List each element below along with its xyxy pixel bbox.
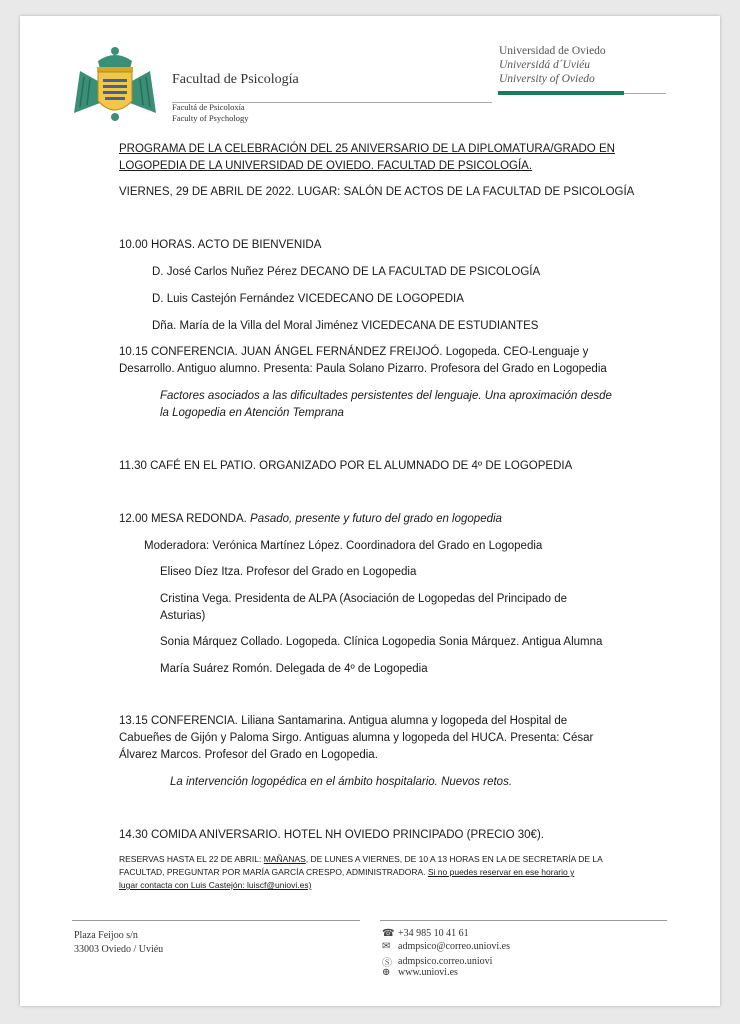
reservation-hours: , DE LUNES A VIERNES, DE 10 A 13 HORAS EN LA DE SECRETARÍA DE LA xyxy=(305,854,603,864)
faculty-subtitle-english: Faculty of Psychology xyxy=(172,113,249,123)
footer-phone xyxy=(382,928,469,939)
university-divider xyxy=(624,93,666,94)
conference-2-topic: La intervención logopédica en el ámbito hospitalario. Nuevos retos. xyxy=(170,776,513,788)
phone-number: +34 985 10 41 61 xyxy=(398,928,469,939)
footer-address xyxy=(74,929,163,957)
panelist-4: María Suárez Romón. Delegada de 4º de Logopedia xyxy=(160,663,428,675)
panelist-2-line-1: Cristina Vega. Presidenta de ALPA (Asociación de Logopedas del Principado de xyxy=(160,593,568,605)
conference-2-line-3: Álvarez Marcos. Profesor del Grado en Logopedia. xyxy=(119,749,378,761)
address-city: 33003 Oviedo / Uviéu xyxy=(74,944,164,955)
reservation-line-2 xyxy=(119,866,574,879)
footer-divider-right xyxy=(380,920,667,921)
university-crest-logo xyxy=(70,41,160,131)
skype-handle: admpsico.correo.uniovi xyxy=(398,956,493,967)
welcome-speaker-dean: D. José Carlos Nuñez Pérez DECANO DE LA FACULTAD DE PSICOLOGÍA xyxy=(152,266,541,278)
welcome-heading: 10.00 HORAS. ACTO DE BIENVENIDA xyxy=(119,239,322,251)
email-address[interactable]: admpsico@correo.uniovi.es xyxy=(398,941,510,952)
reservation-deadline: RESERVAS HASTA EL 22 DE ABRIL: xyxy=(119,854,264,864)
faculty-subtitle-asturian: Facultá de Psicoloxía xyxy=(172,102,245,112)
welcome-speaker-students: Dña. María de la Villa del Moral Jiménez VICEDECANA DE ESTUDIANTES xyxy=(152,320,539,332)
coffee-break: 11.30 CAFÉ EN EL PATIO. ORGANIZADO POR EL ALUMNADO DE 4º DE LOGOPEDIA xyxy=(119,460,573,472)
reservation-contact-admin: FACULTAD, PREGUNTAR POR MARÍA GARCÍA CRESPO, ADMINISTRADORA. xyxy=(119,867,428,877)
conference-1-line-1: 10.15 CONFERENCIA. JUAN ÁNGEL FERNÁNDEZ FREIJOÓ. Logopeda. CEO-Lenguaje y xyxy=(119,346,589,358)
panelist-1: Eliseo Díez Itza. Profesor del Grado en Logopedia xyxy=(160,566,417,578)
skype-icon: Ⓢ xyxy=(382,958,392,969)
conference-1-topic-2: la Logopedia en Atención Temprana xyxy=(160,407,344,419)
conference-1-line-2: Desarrollo. Antiguo alumno. Presenta: Paula Solano Pizarro. Profesora del Grado en Logopedia xyxy=(119,363,607,375)
faculty-title: Facultad de Psicología xyxy=(172,72,299,87)
program-date-place: VIERNES, 29 DE ABRIL DE 2022. LUGAR: SALÓN DE ACTOS DE LA FACULTAD DE PSICOLOGÍA xyxy=(119,186,635,198)
reservation-line-3: lugar contacta con Luis Castejón: luiscf@uniovi.es) xyxy=(119,880,312,890)
phone-icon: ☎ xyxy=(382,928,395,939)
panelist-3: Sonia Márquez Collado. Logopeda. Clínica Logopedia Sonia Márquez. Antigua Alumna xyxy=(160,636,603,648)
mail-icon: ✉ xyxy=(382,941,391,952)
university-name xyxy=(499,44,606,86)
footer-web[interactable] xyxy=(382,967,458,978)
round-table-topic: Pasado, presente y futuro del grado en logopedia xyxy=(250,513,502,525)
round-table-moderator: Moderadora: Verónica Martínez López. Coordinadora del Grado en Logopedia xyxy=(144,540,543,552)
program-title: PROGRAMA DE LA CELEBRACIÓN DEL 25 ANIVERSARIO DE LA DIPLOMATURA/GRADO EN LOGOPEDIA DE LA UNIVERSIDAD DE OVIEDO. FACULTAD DE PSICOLOGÍA. xyxy=(119,143,615,172)
university-name-english: University of Oviedo xyxy=(499,73,595,85)
reservation-line-1 xyxy=(119,853,603,866)
globe-icon: ⊕ xyxy=(382,967,391,978)
conference-2-line-2: Cabueñes de Gijón y Paloma Sirgo. Antiguas alumna y logopeda del HUCA. Presenta: César xyxy=(119,732,594,744)
university-name-spanish: Universidad de Oviedo xyxy=(499,45,606,57)
reservation-alternative: Si no puedes reservar en ese horario y xyxy=(427,867,575,877)
conference-1-topic-1: Factores asociados a las dificultades persistentes del lenguaje. Una aproximación desde xyxy=(160,390,612,402)
university-name-asturian: Universidá d´Uviéu xyxy=(499,59,591,71)
conference-2-line-1: 13.15 CONFERENCIA. Liliana Santamarina. Antigua alumna y logopeda del Hospital de xyxy=(119,715,568,727)
footer-email[interactable] xyxy=(382,941,510,952)
round-table-label: 12.00 MESA REDONDA. xyxy=(119,513,247,525)
website-link[interactable]: www.uniovi.es xyxy=(398,967,458,978)
round-table-heading xyxy=(119,511,502,528)
address-street: Plaza Feijoo s/n xyxy=(74,930,138,941)
university-accent-bar xyxy=(498,91,624,95)
panelist-2-line-2: Asturias) xyxy=(160,610,206,622)
faculty-subtitle xyxy=(172,102,249,124)
document-page xyxy=(20,16,720,1006)
reservation-mornings: MAÑANAS xyxy=(263,854,306,864)
lunch-info: 14.30 COMIDA ANIVERSARIO. HOTEL NH OVIEDO PRINCIPADO (PRECIO 30€). xyxy=(119,829,544,841)
footer-divider-left xyxy=(72,920,360,921)
welcome-speaker-vicedean: D. Luis Castejón Fernández VICEDECANO DE LOGOPEDIA xyxy=(152,293,464,305)
